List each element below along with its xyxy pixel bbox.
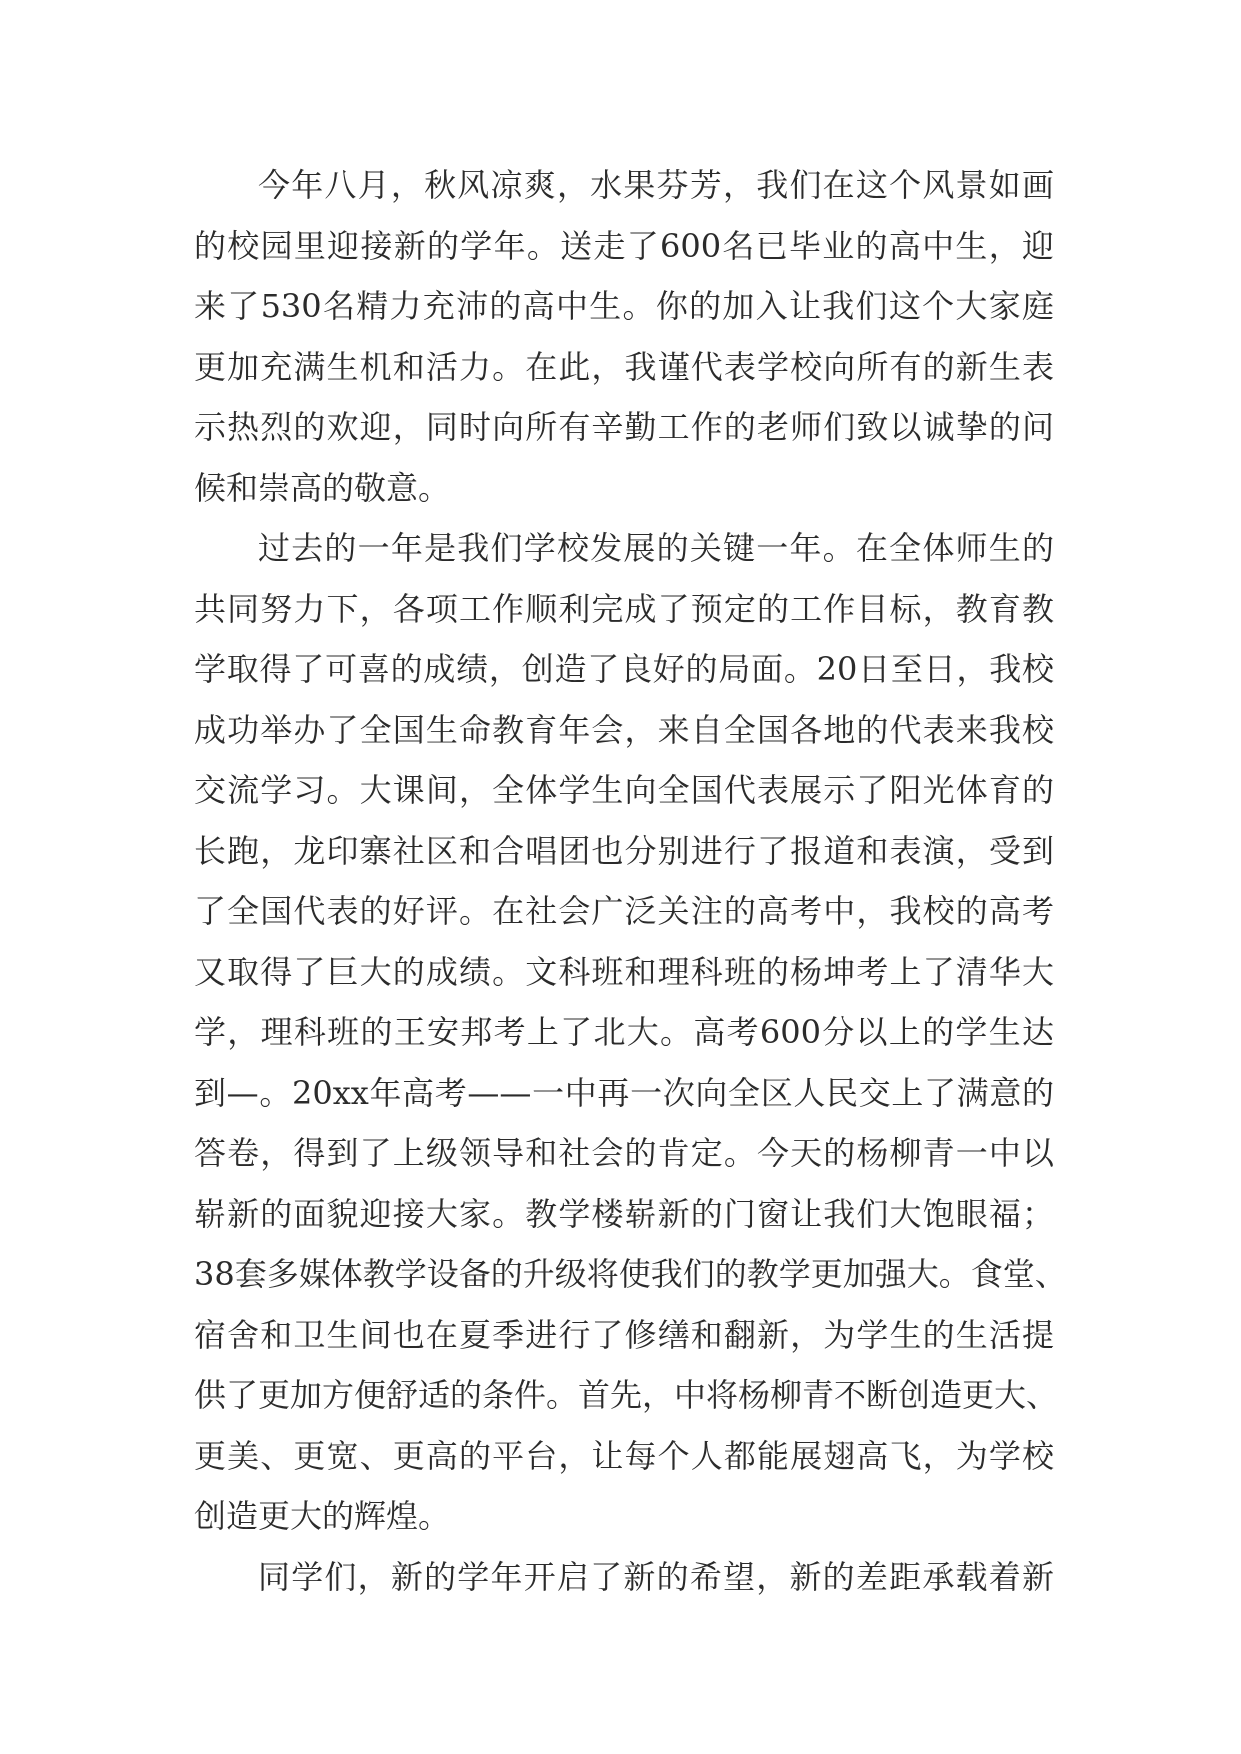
text-line: 长跑，龙印寨社区和合唱团也分别进行了报道和表演，受到 (194, 831, 1054, 870)
text-line: 创造更大的辉煌。 (194, 1497, 451, 1535)
text-line: 成功举办了全国生命教育年会，来自全国各地的代表来我校 (194, 710, 1054, 749)
text-line: 交流学习。大课间，全体学生向全国代表展示了阳光体育的 (194, 771, 1054, 809)
text-line: 了全国代表的好评。在社会广泛关注的高考中，我校的高考 (194, 892, 1054, 930)
text-line: 学，理科班的王安邦考上了北大。高考600分以上的学生达 (194, 1013, 1054, 1051)
text-line: 供了更加方便舒适的条件。首先，中将杨柳青不断创造更大、 (194, 1376, 1059, 1414)
text-line: 宿舍和卫生间也在夏季进行了修缮和翻新，为学生的生活提 (194, 1315, 1054, 1354)
text-line: 同学们，新的学年开启了新的希望，新的差距承载着新 (258, 1557, 1054, 1596)
text-line: 今年八月，秋风凉爽，水果芬芳，我们在这个风景如画 (258, 166, 1054, 204)
text-line: 示热烈的欢迎，同时向所有辛勤工作的老师们致以诚挚的问 (194, 408, 1054, 446)
text-line: 到—。20xx年高考——一中再一次向全区人民交上了满意的 (194, 1073, 1054, 1112)
text-line: 更美、更宽、更高的平台，让每个人都能展翅高飞，为学校 (194, 1436, 1054, 1475)
text-line: 共同努力下，各项工作顺利完成了预定的工作目标，教育教 (194, 589, 1054, 628)
text-line: 来了530名精力充沛的高中生。你的加入让我们这个大家庭 (194, 287, 1054, 325)
text-line: 又取得了巨大的成绩。文科班和理科班的杨坤考上了清华大 (194, 952, 1054, 991)
document-body (194, 155, 1067, 1607)
text-line: 的校园里迎接新的学年。送走了600名已毕业的高中生，迎 (194, 226, 1054, 265)
paragraph-3 (194, 1547, 1054, 1608)
text-line: 崭新的面貌迎接大家。教学楼崭新的门窗让我们大饱眼福； (194, 1194, 1054, 1233)
text-line: 答卷，得到了上级领导和社会的肯定。今天的杨柳青一中以 (194, 1134, 1054, 1172)
text-line: 更加充满生机和活力。在此，我谨代表学校向所有的新生表 (194, 347, 1054, 386)
text-line: 过去的一年是我们学校发展的关键一年。在全体师生的 (258, 529, 1054, 567)
text-line: 学取得了可喜的成绩，创造了良好的局面。20日至日，我校 (194, 650, 1054, 688)
paragraph-1 (194, 155, 1054, 518)
paragraph-2 (194, 518, 1067, 1547)
text-line: 候和崇高的敬意。 (194, 468, 451, 507)
text-line: 38套多媒体教学设备的升级将使我们的教学更加强大。食堂、 (194, 1255, 1067, 1293)
